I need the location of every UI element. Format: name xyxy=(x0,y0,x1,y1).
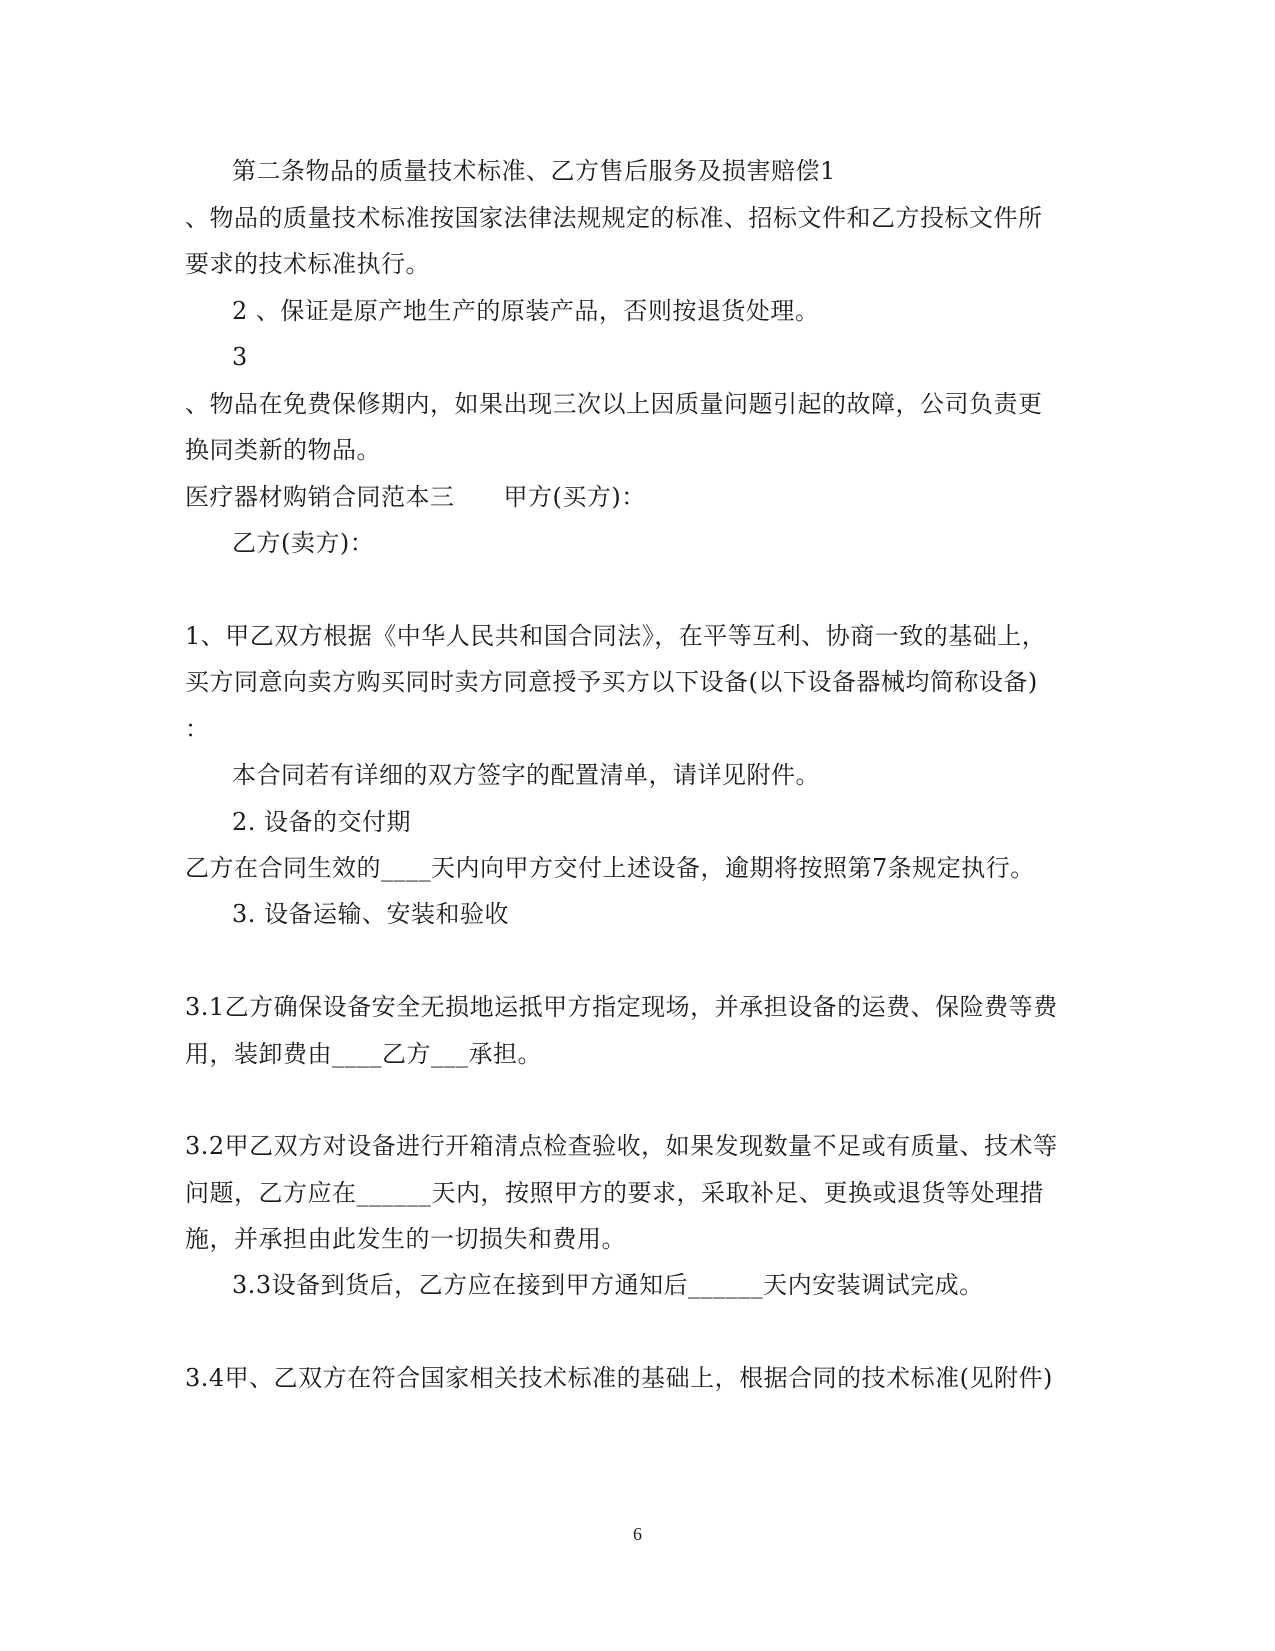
paragraph-line: 问题，乙方应在______天内，按照甲方的要求，采取补足、更换或退货等处理措 xyxy=(185,1179,1044,1207)
paragraph-line: 、物品的质量技术标准按国家法律法规规定的标准、招标文件和乙方投标文件所 xyxy=(185,204,1043,232)
paragraph-line: 要求的技术标准执行。 xyxy=(185,250,430,278)
paragraph-line: 施，并承担由此发生的一切损失和费用。 xyxy=(185,1225,626,1253)
party-line: 乙方(卖方)： xyxy=(232,529,375,557)
paragraph-line: 本合同若有详细的双方签字的配置清单，请详见附件。 xyxy=(232,761,820,789)
article-heading: 第二条物品的质量技术标准、乙方售后服务及损害赔偿1 xyxy=(232,157,836,185)
paragraph-line: 用，装卸费由____乙方___承担。 xyxy=(185,1040,542,1068)
paragraph-line: 1、甲乙双方根据《中华人民共和国合同法》，在平等互利、协商一致的基础上， xyxy=(185,622,1047,650)
paragraph-line: 3.3设备到货后，乙方应在接到甲方通知后______天内安装调试完成。 xyxy=(232,1271,984,1299)
paragraph-line: 换同类新的物品。 xyxy=(185,436,381,464)
section-heading: 2. 设备的交付期 xyxy=(232,808,412,836)
paragraph-line: ： xyxy=(185,715,210,743)
paragraph-line: 3 xyxy=(232,343,248,371)
paragraph-line: 、物品在免费保修期内，如果出现三次以上因质量问题引起的故障，公司负责更 xyxy=(185,390,1043,418)
section-heading: 3. 设备运输、安装和验收 xyxy=(232,900,510,928)
paragraph-line: 乙方在合同生效的____天内向甲方交付上述设备，逾期将按照第7条规定执行。 xyxy=(185,854,1035,882)
paragraph-line: 3.1乙方确保设备安全无损地运抵甲方指定现场，并承担设备的运费、保险费等费 xyxy=(185,993,1058,1021)
paragraph-line: 买方同意向卖方购买同时卖方同意授予买方以下设备(以下设备器械均简称设备) xyxy=(185,668,1038,696)
page-number: 6 xyxy=(633,1524,642,1544)
paragraph-line: 2 、保证是原产地生产的原装产品，否则按退货处理。 xyxy=(232,297,820,325)
contract-title-line: 医疗器材购销合同范本三 甲方(买方)： xyxy=(185,483,646,511)
paragraph-line: 3.2甲乙双方对设备进行开箱清点检查验收，如果发现数量不足或有质量、技术等 xyxy=(185,1132,1058,1160)
paragraph-line: 3.4甲、乙双方在符合国家相关技术标准的基础上，根据合同的技术标准(见附件) xyxy=(185,1364,1053,1392)
